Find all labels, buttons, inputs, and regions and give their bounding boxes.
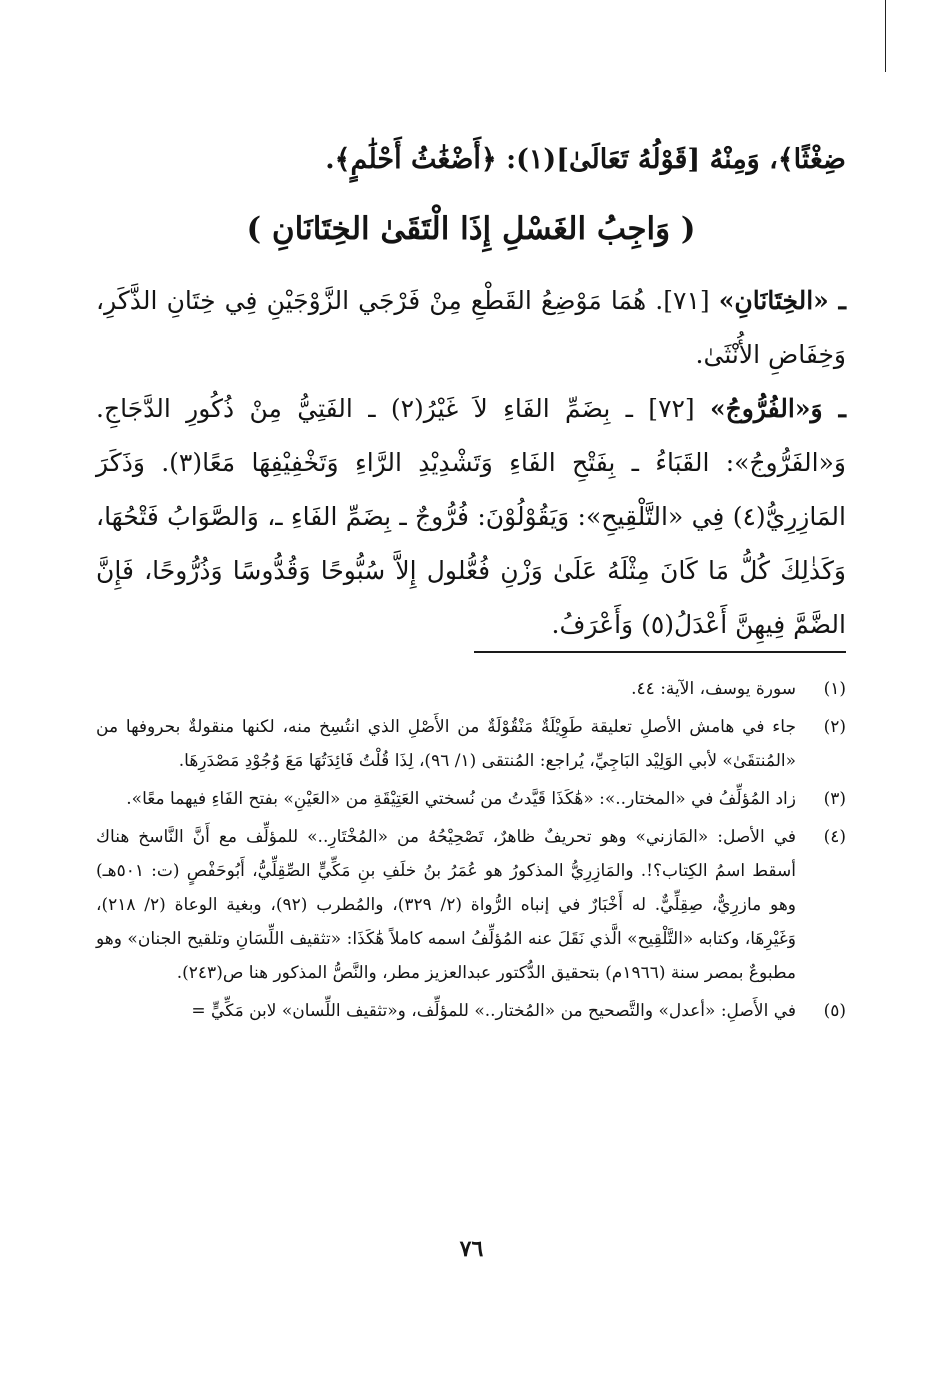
footnote-text: جاء في هامش الأصلِ تعليقة طَوِيْلَةٌ مَنْقُوْلَةٌ من الأَصْلِ الذي انتُسِخ منه، لكنها منقولةٌ بحروفها من «المُنتقَىٰ» لأبي الوَلِيْد البَاجِيِّ، يُراجع: المُنتقى (١/ ٩٦)، لِذَا قُلْتُ فَائِدَتُهَا مَعَ وُجُوْدِ مَصْدَرِهَا.	[96, 717, 796, 771]
footnote-separator	[474, 651, 846, 653]
page-edge-mark	[885, 0, 886, 72]
section-heading: ( وَاجِبُ الغَسْلِ إِذَا الْتَقَىٰ الخِتَانَانِ )	[246, 211, 696, 247]
footnote-number: (٣)	[823, 789, 846, 809]
footnote-text: زاد المُؤلِّفُ في «المختار..»: «هَٰكَذَا قَيَّدتُ من نُسختي العَتِيْقَةِ من «العَيْنِ» بفتح الفَاءِ فيهما معًا».	[126, 789, 796, 809]
term-khitanan: ـ «الخِتَانَانِ»	[718, 286, 847, 315]
footnote-number: (١)	[823, 679, 846, 699]
intro-line: ضِغْثًا﴾، وَمِنْهُ [قَوْلُهُ تَعَالَىٰ](١): ﴿أَضْغَٰثُ أَحْلَٰمٍ﴾.	[325, 144, 846, 175]
term-farruj: ـ وَ«الفُرُّوجُ»	[710, 394, 846, 423]
footnotes	[96, 672, 846, 1032]
page-number: ٧٦	[459, 1236, 484, 1262]
footnote-3	[96, 782, 846, 816]
footnote-number: (٤)	[823, 827, 846, 847]
footnote-4	[96, 820, 846, 990]
footnote-number: (٢)	[823, 717, 846, 737]
paragraph-farruj	[96, 382, 846, 652]
footnote-5	[96, 994, 846, 1028]
footnote-text: في الأصل: «المَازني» وهو تحريفٌ ظاهرٌ، تَصْحِيْحُهُ من «المُخْتَارِ..» للمؤلِّف مع أَنَّ النَّاسخ هناك أسقط اسمُ الكِتاب؟!. والمَازِرِيُّ المذكورُ هو عُمَرُ بنُ خلَفِ بنِ مَكِّيٍّ الصِّقِلِّيُّ، أَبُوحَفْصٍ (ت: ٥٠١هـ) وهو مازرِيٌّ، صِقِلِّيٌّ. له أَخْبَارٌ في إنباه الرُّواة (٢/ ٣٢٩)، والمُطرب (٩٢)، وبغية الوعاة (٢/ ٢١٨)، وَغَيْرِهَا، وكتابه «التَّلْقِيح» الَّذي نَقَلَ عنه المُؤلِّفُ اسمه كاملاً هَٰكَذَا: «تثقيف اللِّسَانِ وتلقيح الجنان» وهو مطبوعٌ بمصر سنة (١٩٦٦م) بتحقيق الدُّكتور عبدالعزيز مطر، والنَّصُّ المذكور هنا ص(٢٤٣).	[96, 827, 796, 983]
footnote-number: (٥)	[823, 1001, 846, 1021]
footnote-text: في الأَصلِ: «أعدل» والتَّصحيح من «المُختار..» للمؤلِّف، و«تثقيف اللِّسان» لابن مَكِّيٍّ =	[191, 1001, 796, 1021]
paragraph-khitanan	[96, 274, 846, 382]
footnote-1	[96, 672, 846, 706]
footnote-text: سورة يوسف، الآية: ٤٤.	[631, 679, 796, 699]
paragraph-farruj-text: [٧٢] ـ بِضَمِّ الفَاءِ لاَ غَيْرُ(٢) ـ الفَتِيُّ مِنْ ذُكُورِ الدَّجَاجِ. وَ«الفَرُّوجُ»: القَبَاءُ ـ بِفَتْحِ الفَاءِ وَتَشْدِيْدِ الرَّاءِ وَتَخْفِيْفِهَا مَعًا(٣). وَذَكَرَ المَازِرِيُّ(٤) فِي «التَّلْقِيحِ»: وَيَقُوْلُوْنَ: فُرُّوجٌ ـ بِضَمِّ الفَاءِ ـ، وَالصَّوَابُ فَتْحُهَا، وَكَذٰلِكَ كُلُّ مَا كَانَ مِثْلَهُ عَلَىٰ وَزْنِ فُعُّلول إِلاَّ سُبُّوحًا وَقُدُّوسًا وَذُرُّوحًا، فَإِنَّ الضَّمَّ فِيهِنَّ أَعْدَلُ(٥) وَأَعْرَفُ.	[96, 394, 846, 639]
footnote-2	[96, 710, 846, 778]
paragraph-khitanan-text: [٧١]. هُمَا مَوْضِعُ القَطْعِ مِنْ فَرْجَي الزَّوْجَيْنِ فِي خِتَانِ الذَّكَرِ، وَخِفَاضِ الأُنْثَىٰ.	[96, 286, 846, 369]
